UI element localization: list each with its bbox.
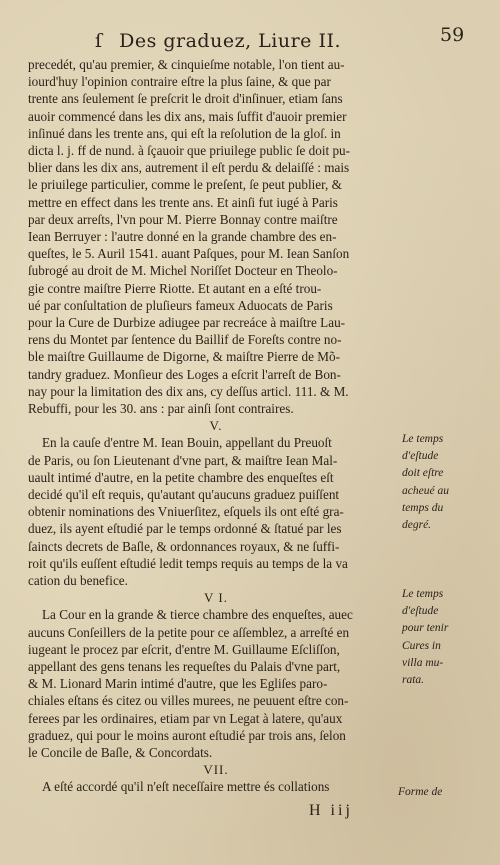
signature-marking: H iij (309, 802, 353, 819)
text-line: precedét, qu'au premier, & cinquieſme notable, l'on tient au- (28, 57, 345, 72)
paragraph (28, 606, 404, 761)
text-line: le Concile de Baſle, & Concordats. (28, 745, 213, 761)
text-line: par deux arreſts, l'vn pour M. Pierre Bonnay contre maiſtre (28, 211, 338, 227)
text-line: auoir commencé dans les dix ans, mais ſuffit d'auoir premier (28, 108, 347, 124)
text-line: En la cauſe d'entre M. Iean Bouin, appellant du Preuoſt (42, 435, 332, 451)
text-line: decidé qu'il eſt requis, qu'autant qu'aucuns graduez puiſſent (28, 487, 340, 503)
text-line: iugeant le procez par eſcrit, d'entre M. Guillaume Eſcliſſon, (28, 641, 340, 657)
text-line: de Paris, ou ſon Lieutenant d'vne part, & maiſtre Iean Mal- (28, 452, 338, 468)
text-line: inſinué dans les trente ans, qui eſt la reſolution de la gloſ. in (28, 125, 341, 141)
text-line: ferees par les ordinaires, etiam par vn Legat à latere, qu'aux (28, 710, 343, 726)
paragraph (28, 434, 404, 589)
text-line: ſubrogé au droit de M. Michel Noriſſet Docteur en Theolo- (28, 263, 338, 279)
text-line: chiales eſtans és citez ou villes murees, ne peuuent eſtre con- (28, 693, 349, 709)
text-line: & M. Lionard Marin intimé d'autre, que les Egliſes paro- (28, 676, 328, 692)
text-line: aucuns Conſeillers de la petite pour ce aſſemblez, a arreſté en (28, 624, 350, 640)
paragraph (28, 778, 404, 795)
text-block (28, 56, 404, 796)
text-line: trente ans ſeulement ſe preſcrit le droit d'inſinuer, etiam ſans (28, 91, 343, 107)
text-line: A eſté accordé qu'il n'eſt neceſſaire mettre és collations (42, 779, 330, 795)
text-line: roit qu'ils euſſent eſtudié ledit temps requis au temps de la va (28, 555, 348, 571)
text-line: duez, ils ayent eſtudié par le temps ordonné & ſtatué par les (28, 521, 342, 537)
text-line: tandry graduez. Monſieur des Loges a eſcrit l'arreſt de Bon- (28, 366, 341, 382)
text-line: ué par conſultation de pluſieurs fameux Aduocats de Paris (28, 297, 333, 313)
text-line: graduez, qui pour le moins auront eſtudié par trois ans, ſelon (28, 727, 346, 743)
text-line: rens du Montet par ſentence du Baillif de Foreſts contre no- (28, 332, 342, 348)
section-number: V I. (204, 590, 228, 606)
text-line: iourd'huy l'opinion contraire eſtre la plus ſaine, & que par (28, 74, 331, 90)
folio-number: 59 (440, 24, 465, 46)
paragraph (28, 56, 404, 417)
text-line: cation du benefice. (28, 573, 128, 589)
text-line: uault intimé d'autre, en la petite chambre des enqueſtes eſt (28, 469, 334, 485)
running-title: Des graduez, Liure II. (119, 30, 342, 52)
section-number: VII. (203, 762, 229, 778)
text-line: blier dans les dix ans, autrement il eſt perdu & delaiſſé : mais (28, 160, 350, 176)
signature-mark: ſ (95, 30, 103, 52)
text-line: nay pour la limitation des dix ans, cy deſſus articl. 111. & M. (28, 383, 349, 399)
text-line: le priuilege particulier, comme le preſent, ſe peut publier, & (28, 177, 342, 193)
text-line: queſtes, le 5. Auril 1541. auant Paſques, pour M. Iean Sanſon (28, 246, 350, 262)
text-line: gie contre maiſtre Pierre Riotte. Et autant en a eſté trou- (28, 280, 322, 296)
text-line: dicta l. j. ff de nund. à ſçauoir que priuilege public ſe doit pu- (28, 143, 351, 159)
margin-note: Le temps d'eſtude pour tenir Cures in villa mu- rata. (402, 588, 449, 687)
text-line: mettre en effect dans les trente ans. Et ainſi fut iugé à Paris (28, 194, 338, 210)
text-line: ſaincts decrets de Baſle, & ordonnances royaux, & ne ſuffi- (28, 538, 340, 554)
catchword: Forme de (398, 786, 443, 798)
section-number: V. (209, 418, 223, 434)
margin-note: Le temps d'eſtude doit eſtre acheué au temps du degré. (402, 433, 449, 532)
text-line: Iean Berruyer : l'autre donné en la grande chambre des en- (28, 229, 337, 245)
text-line: pour la Cure de Durbize adiugee par recreáce à maiſtre Lau- (28, 315, 346, 331)
text-line: ble maiſtre Guillaume de Digorne, & maiſtre Pierre de Mõ- (28, 349, 341, 365)
running-header (95, 30, 415, 52)
text-line: La Cour en la grande & tierce chambre des enqueſtes, auec (42, 607, 353, 623)
text-line: obtenir nominations des Vniuerſitez, eſquels ils ont eſté gra- (28, 504, 344, 520)
text-line: appellant des gens tenans les requeſtes du Palais d'vne part, (28, 659, 341, 675)
text-line: Rebuffi, pour les 30. ans : par ainſi ſont contraires. (28, 401, 294, 417)
